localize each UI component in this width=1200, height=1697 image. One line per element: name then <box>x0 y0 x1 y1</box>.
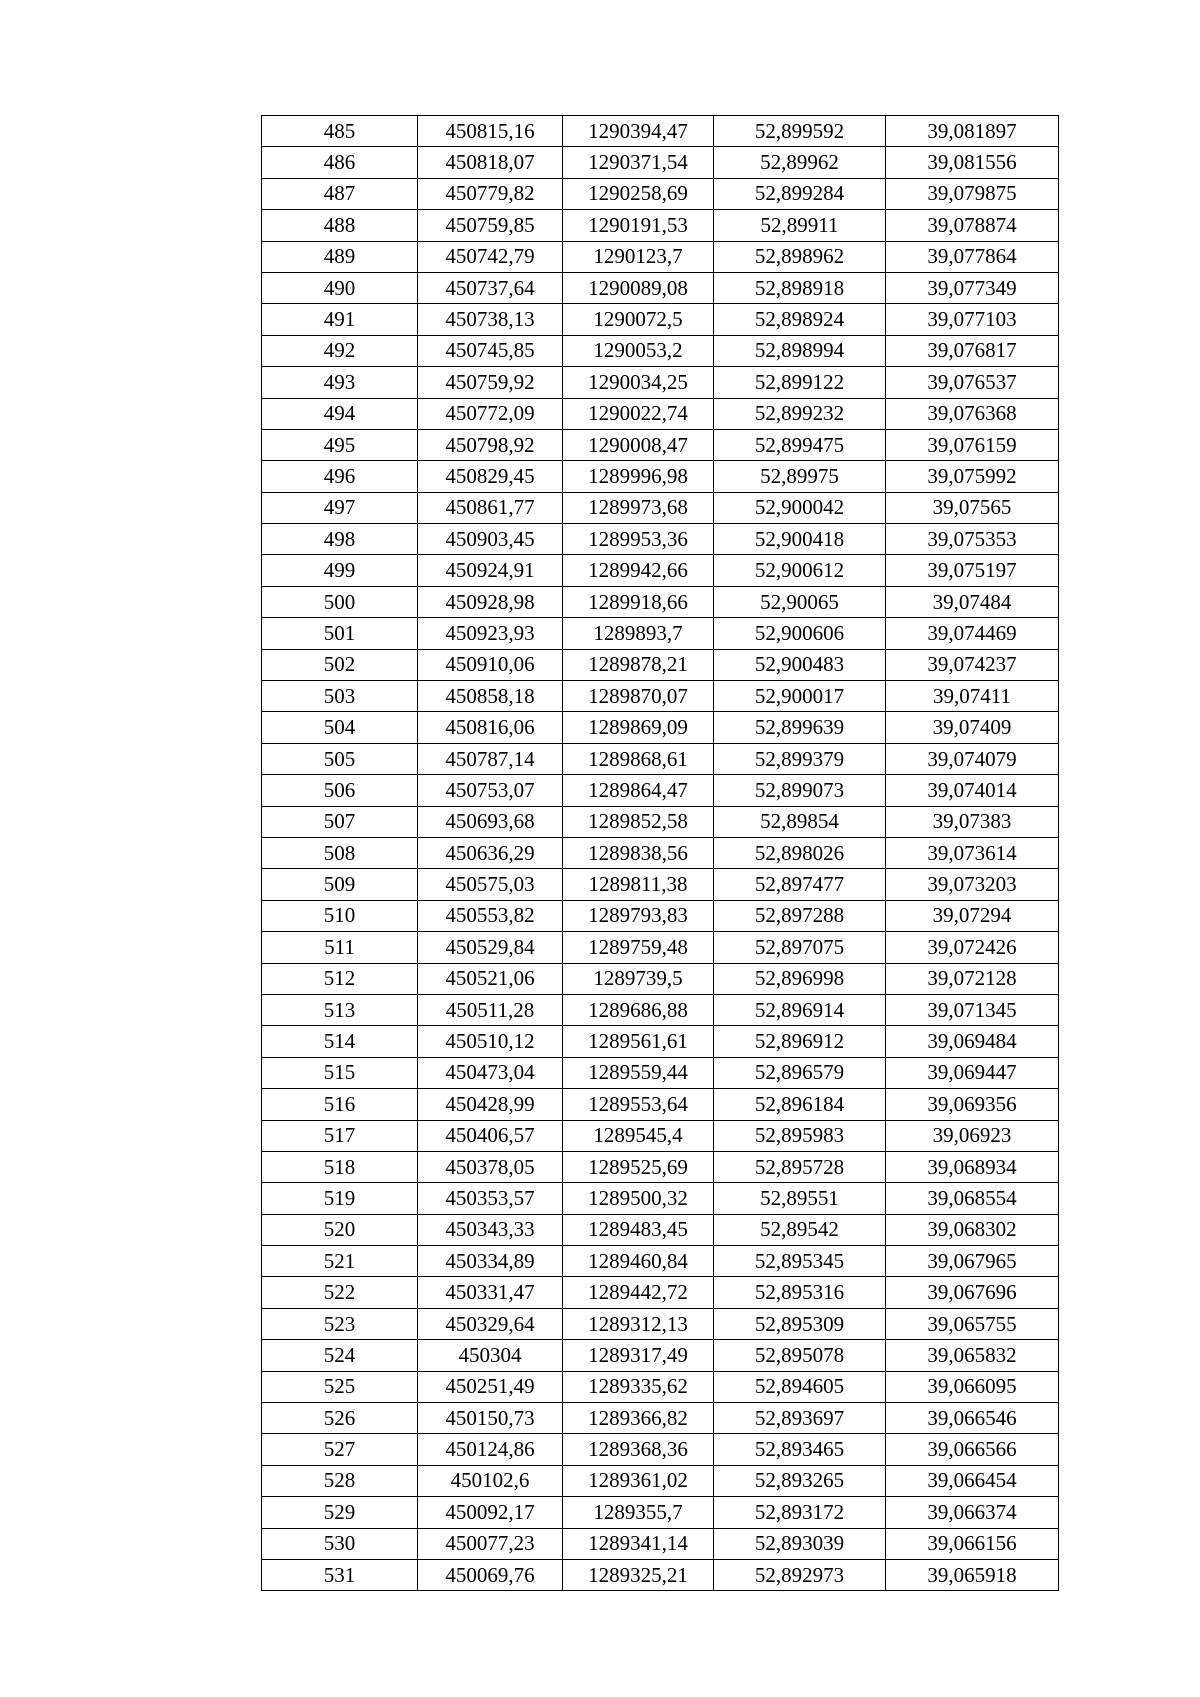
latitude-cell: 52,898026 <box>714 837 886 868</box>
table-row <box>262 1528 1059 1559</box>
latitude-cell: 52,895078 <box>714 1340 886 1371</box>
x-coordinate-cell: 450077,23 <box>418 1528 563 1559</box>
point-number-cell: 493 <box>262 367 418 398</box>
x-coordinate-cell: 450829,45 <box>418 461 563 492</box>
longitude-cell: 39,068554 <box>886 1183 1059 1214</box>
point-number-cell: 489 <box>262 241 418 272</box>
longitude-cell: 39,074079 <box>886 743 1059 774</box>
y-coordinate-cell: 1290034,25 <box>563 367 714 398</box>
table-row <box>262 1559 1059 1590</box>
y-coordinate-cell: 1289335,62 <box>563 1371 714 1402</box>
table-row <box>262 1026 1059 1057</box>
point-number-cell: 514 <box>262 1026 418 1057</box>
longitude-cell: 39,07411 <box>886 681 1059 712</box>
table-row <box>262 1089 1059 1120</box>
latitude-cell: 52,900612 <box>714 555 886 586</box>
x-coordinate-cell: 450779,82 <box>418 178 563 209</box>
longitude-cell: 39,066454 <box>886 1465 1059 1496</box>
longitude-cell: 39,073203 <box>886 869 1059 900</box>
y-coordinate-cell: 1289852,58 <box>563 806 714 837</box>
point-number-cell: 496 <box>262 461 418 492</box>
table-row <box>262 1371 1059 1402</box>
x-coordinate-cell: 450923,93 <box>418 618 563 649</box>
point-number-cell: 499 <box>262 555 418 586</box>
longitude-cell: 39,066156 <box>886 1528 1059 1559</box>
point-number-cell: 518 <box>262 1151 418 1182</box>
latitude-cell: 52,898918 <box>714 272 886 303</box>
x-coordinate-cell: 450737,64 <box>418 272 563 303</box>
longitude-cell: 39,074469 <box>886 618 1059 649</box>
longitude-cell: 39,065832 <box>886 1340 1059 1371</box>
table-row <box>262 178 1059 209</box>
y-coordinate-cell: 1289793,83 <box>563 900 714 931</box>
latitude-cell: 52,89551 <box>714 1183 886 1214</box>
y-coordinate-cell: 1289483,45 <box>563 1214 714 1245</box>
table-row <box>262 335 1059 366</box>
x-coordinate-cell: 450553,82 <box>418 900 563 931</box>
point-number-cell: 519 <box>262 1183 418 1214</box>
point-number-cell: 495 <box>262 429 418 460</box>
point-number-cell: 527 <box>262 1434 418 1465</box>
point-number-cell: 490 <box>262 272 418 303</box>
point-number-cell: 515 <box>262 1057 418 1088</box>
point-number-cell: 494 <box>262 398 418 429</box>
latitude-cell: 52,900017 <box>714 681 886 712</box>
table-row <box>262 1214 1059 1245</box>
latitude-cell: 52,900483 <box>714 649 886 680</box>
y-coordinate-cell: 1289870,07 <box>563 681 714 712</box>
table-row <box>262 1183 1059 1214</box>
latitude-cell: 52,896184 <box>714 1089 886 1120</box>
x-coordinate-cell: 450910,06 <box>418 649 563 680</box>
y-coordinate-cell: 1289545,4 <box>563 1120 714 1151</box>
table-row <box>262 461 1059 492</box>
table-row <box>262 1246 1059 1277</box>
point-number-cell: 487 <box>262 178 418 209</box>
longitude-cell: 39,074237 <box>886 649 1059 680</box>
x-coordinate-cell: 450102,6 <box>418 1465 563 1496</box>
latitude-cell: 52,89962 <box>714 147 886 178</box>
latitude-cell: 52,899232 <box>714 398 886 429</box>
y-coordinate-cell: 1290053,2 <box>563 335 714 366</box>
longitude-cell: 39,066374 <box>886 1497 1059 1528</box>
point-number-cell: 521 <box>262 1246 418 1277</box>
x-coordinate-cell: 450334,89 <box>418 1246 563 1277</box>
y-coordinate-cell: 1289368,36 <box>563 1434 714 1465</box>
y-coordinate-cell: 1289317,49 <box>563 1340 714 1371</box>
longitude-cell: 39,072128 <box>886 963 1059 994</box>
point-number-cell: 500 <box>262 586 418 617</box>
coordinates-table-body <box>262 116 1059 1591</box>
longitude-cell: 39,071345 <box>886 994 1059 1025</box>
point-number-cell: 486 <box>262 147 418 178</box>
latitude-cell: 52,893039 <box>714 1528 886 1559</box>
longitude-cell: 39,07409 <box>886 712 1059 743</box>
latitude-cell: 52,897477 <box>714 869 886 900</box>
table-row <box>262 1340 1059 1371</box>
latitude-cell: 52,895316 <box>714 1277 886 1308</box>
y-coordinate-cell: 1289893,7 <box>563 618 714 649</box>
x-coordinate-cell: 450353,57 <box>418 1183 563 1214</box>
longitude-cell: 39,076817 <box>886 335 1059 366</box>
point-number-cell: 497 <box>262 492 418 523</box>
point-number-cell: 524 <box>262 1340 418 1371</box>
y-coordinate-cell: 1289918,66 <box>563 586 714 617</box>
longitude-cell: 39,068302 <box>886 1214 1059 1245</box>
y-coordinate-cell: 1290123,7 <box>563 241 714 272</box>
point-number-cell: 531 <box>262 1559 418 1590</box>
latitude-cell: 52,89975 <box>714 461 886 492</box>
point-number-cell: 491 <box>262 304 418 335</box>
longitude-cell: 39,073614 <box>886 837 1059 868</box>
longitude-cell: 39,077103 <box>886 304 1059 335</box>
x-coordinate-cell: 450693,68 <box>418 806 563 837</box>
longitude-cell: 39,076368 <box>886 398 1059 429</box>
table-row <box>262 1308 1059 1339</box>
y-coordinate-cell: 1289759,48 <box>563 932 714 963</box>
longitude-cell: 39,07565 <box>886 492 1059 523</box>
coordinates-table <box>261 115 1059 1591</box>
table-row <box>262 775 1059 806</box>
y-coordinate-cell: 1289868,61 <box>563 743 714 774</box>
latitude-cell: 52,893465 <box>714 1434 886 1465</box>
point-number-cell: 498 <box>262 524 418 555</box>
table-row <box>262 806 1059 837</box>
latitude-cell: 52,89911 <box>714 210 886 241</box>
longitude-cell: 39,081897 <box>886 116 1059 147</box>
point-number-cell: 505 <box>262 743 418 774</box>
table-row <box>262 1277 1059 1308</box>
point-number-cell: 525 <box>262 1371 418 1402</box>
latitude-cell: 52,895983 <box>714 1120 886 1151</box>
y-coordinate-cell: 1290258,69 <box>563 178 714 209</box>
table-row <box>262 524 1059 555</box>
y-coordinate-cell: 1290072,5 <box>563 304 714 335</box>
point-number-cell: 502 <box>262 649 418 680</box>
y-coordinate-cell: 1289739,5 <box>563 963 714 994</box>
y-coordinate-cell: 1289325,21 <box>563 1559 714 1590</box>
longitude-cell: 39,075992 <box>886 461 1059 492</box>
table-row <box>262 304 1059 335</box>
x-coordinate-cell: 450759,85 <box>418 210 563 241</box>
y-coordinate-cell: 1289942,66 <box>563 555 714 586</box>
longitude-cell: 39,065755 <box>886 1308 1059 1339</box>
table-row <box>262 272 1059 303</box>
point-number-cell: 504 <box>262 712 418 743</box>
x-coordinate-cell: 450759,92 <box>418 367 563 398</box>
longitude-cell: 39,081556 <box>886 147 1059 178</box>
latitude-cell: 52,899284 <box>714 178 886 209</box>
table-row <box>262 900 1059 931</box>
longitude-cell: 39,076537 <box>886 367 1059 398</box>
point-number-cell: 528 <box>262 1465 418 1496</box>
x-coordinate-cell: 450304 <box>418 1340 563 1371</box>
y-coordinate-cell: 1290394,47 <box>563 116 714 147</box>
y-coordinate-cell: 1289355,7 <box>563 1497 714 1528</box>
latitude-cell: 52,897288 <box>714 900 886 931</box>
table-row <box>262 116 1059 147</box>
point-number-cell: 516 <box>262 1089 418 1120</box>
point-number-cell: 523 <box>262 1308 418 1339</box>
longitude-cell: 39,065918 <box>886 1559 1059 1590</box>
table-row <box>262 649 1059 680</box>
longitude-cell: 39,066546 <box>886 1403 1059 1434</box>
point-number-cell: 522 <box>262 1277 418 1308</box>
y-coordinate-cell: 1290089,08 <box>563 272 714 303</box>
y-coordinate-cell: 1289561,61 <box>563 1026 714 1057</box>
longitude-cell: 39,076159 <box>886 429 1059 460</box>
point-number-cell: 507 <box>262 806 418 837</box>
table-row <box>262 1497 1059 1528</box>
longitude-cell: 39,079875 <box>886 178 1059 209</box>
x-coordinate-cell: 450903,45 <box>418 524 563 555</box>
longitude-cell: 39,077349 <box>886 272 1059 303</box>
latitude-cell: 52,895345 <box>714 1246 886 1277</box>
x-coordinate-cell: 450816,06 <box>418 712 563 743</box>
x-coordinate-cell: 450069,76 <box>418 1559 563 1590</box>
x-coordinate-cell: 450636,29 <box>418 837 563 868</box>
point-number-cell: 485 <box>262 116 418 147</box>
latitude-cell: 52,893697 <box>714 1403 886 1434</box>
y-coordinate-cell: 1289442,72 <box>563 1277 714 1308</box>
latitude-cell: 52,896579 <box>714 1057 886 1088</box>
x-coordinate-cell: 450861,77 <box>418 492 563 523</box>
latitude-cell: 52,896912 <box>714 1026 886 1057</box>
y-coordinate-cell: 1289953,36 <box>563 524 714 555</box>
x-coordinate-cell: 450378,05 <box>418 1151 563 1182</box>
table-row <box>262 869 1059 900</box>
y-coordinate-cell: 1289460,84 <box>563 1246 714 1277</box>
y-coordinate-cell: 1290191,53 <box>563 210 714 241</box>
table-row <box>262 1057 1059 1088</box>
x-coordinate-cell: 450473,04 <box>418 1057 563 1088</box>
longitude-cell: 39,069484 <box>886 1026 1059 1057</box>
x-coordinate-cell: 450511,28 <box>418 994 563 1025</box>
longitude-cell: 39,068934 <box>886 1151 1059 1182</box>
y-coordinate-cell: 1289878,21 <box>563 649 714 680</box>
y-coordinate-cell: 1290022,74 <box>563 398 714 429</box>
x-coordinate-cell: 450818,07 <box>418 147 563 178</box>
point-number-cell: 501 <box>262 618 418 649</box>
latitude-cell: 52,896914 <box>714 994 886 1025</box>
point-number-cell: 511 <box>262 932 418 963</box>
latitude-cell: 52,900606 <box>714 618 886 649</box>
table-row <box>262 743 1059 774</box>
longitude-cell: 39,075197 <box>886 555 1059 586</box>
y-coordinate-cell: 1289838,56 <box>563 837 714 868</box>
point-number-cell: 530 <box>262 1528 418 1559</box>
y-coordinate-cell: 1289500,32 <box>563 1183 714 1214</box>
y-coordinate-cell: 1289869,09 <box>563 712 714 743</box>
latitude-cell: 52,893172 <box>714 1497 886 1528</box>
latitude-cell: 52,899122 <box>714 367 886 398</box>
x-coordinate-cell: 450787,14 <box>418 743 563 774</box>
x-coordinate-cell: 450798,92 <box>418 429 563 460</box>
y-coordinate-cell: 1290008,47 <box>563 429 714 460</box>
latitude-cell: 52,900042 <box>714 492 886 523</box>
x-coordinate-cell: 450329,64 <box>418 1308 563 1339</box>
x-coordinate-cell: 450742,79 <box>418 241 563 272</box>
longitude-cell: 39,069447 <box>886 1057 1059 1088</box>
x-coordinate-cell: 450343,33 <box>418 1214 563 1245</box>
point-number-cell: 509 <box>262 869 418 900</box>
latitude-cell: 52,898962 <box>714 241 886 272</box>
latitude-cell: 52,899475 <box>714 429 886 460</box>
longitude-cell: 39,077864 <box>886 241 1059 272</box>
latitude-cell: 52,896998 <box>714 963 886 994</box>
table-row <box>262 429 1059 460</box>
longitude-cell: 39,078874 <box>886 210 1059 241</box>
x-coordinate-cell: 450858,18 <box>418 681 563 712</box>
x-coordinate-cell: 450251,49 <box>418 1371 563 1402</box>
table-row <box>262 963 1059 994</box>
x-coordinate-cell: 450575,03 <box>418 869 563 900</box>
table-row <box>262 1465 1059 1496</box>
y-coordinate-cell: 1290371,54 <box>563 147 714 178</box>
point-number-cell: 492 <box>262 335 418 366</box>
longitude-cell: 39,069356 <box>886 1089 1059 1120</box>
longitude-cell: 39,072426 <box>886 932 1059 963</box>
x-coordinate-cell: 450924,91 <box>418 555 563 586</box>
table-row <box>262 994 1059 1025</box>
y-coordinate-cell: 1289973,68 <box>563 492 714 523</box>
longitude-cell: 39,074014 <box>886 775 1059 806</box>
x-coordinate-cell: 450092,17 <box>418 1497 563 1528</box>
y-coordinate-cell: 1289559,44 <box>563 1057 714 1088</box>
y-coordinate-cell: 1289525,69 <box>563 1151 714 1182</box>
table-row <box>262 837 1059 868</box>
latitude-cell: 52,892973 <box>714 1559 886 1590</box>
latitude-cell: 52,899073 <box>714 775 886 806</box>
point-number-cell: 510 <box>262 900 418 931</box>
longitude-cell: 39,067696 <box>886 1277 1059 1308</box>
latitude-cell: 52,90065 <box>714 586 886 617</box>
table-row <box>262 398 1059 429</box>
x-coordinate-cell: 450738,13 <box>418 304 563 335</box>
table-row <box>262 681 1059 712</box>
x-coordinate-cell: 450753,07 <box>418 775 563 806</box>
x-coordinate-cell: 450529,84 <box>418 932 563 963</box>
x-coordinate-cell: 450150,73 <box>418 1403 563 1434</box>
table-row <box>262 1120 1059 1151</box>
table-row <box>262 367 1059 398</box>
latitude-cell: 52,900418 <box>714 524 886 555</box>
point-number-cell: 517 <box>262 1120 418 1151</box>
x-coordinate-cell: 450928,98 <box>418 586 563 617</box>
table-row <box>262 932 1059 963</box>
table-row <box>262 712 1059 743</box>
x-coordinate-cell: 450428,99 <box>418 1089 563 1120</box>
table-row <box>262 492 1059 523</box>
longitude-cell: 39,06923 <box>886 1120 1059 1151</box>
latitude-cell: 52,893265 <box>714 1465 886 1496</box>
y-coordinate-cell: 1289366,82 <box>563 1403 714 1434</box>
table-row <box>262 555 1059 586</box>
latitude-cell: 52,899379 <box>714 743 886 774</box>
longitude-cell: 39,07294 <box>886 900 1059 931</box>
y-coordinate-cell: 1289341,14 <box>563 1528 714 1559</box>
table-row <box>262 618 1059 649</box>
y-coordinate-cell: 1289312,13 <box>563 1308 714 1339</box>
point-number-cell: 503 <box>262 681 418 712</box>
point-number-cell: 526 <box>262 1403 418 1434</box>
y-coordinate-cell: 1289553,64 <box>563 1089 714 1120</box>
x-coordinate-cell: 450815,16 <box>418 116 563 147</box>
latitude-cell: 52,897075 <box>714 932 886 963</box>
longitude-cell: 39,067965 <box>886 1246 1059 1277</box>
y-coordinate-cell: 1289864,47 <box>563 775 714 806</box>
y-coordinate-cell: 1289686,88 <box>563 994 714 1025</box>
latitude-cell: 52,895309 <box>714 1308 886 1339</box>
latitude-cell: 52,899592 <box>714 116 886 147</box>
y-coordinate-cell: 1289361,02 <box>563 1465 714 1496</box>
latitude-cell: 52,89542 <box>714 1214 886 1245</box>
x-coordinate-cell: 450745,85 <box>418 335 563 366</box>
latitude-cell: 52,89854 <box>714 806 886 837</box>
table-row <box>262 1434 1059 1465</box>
point-number-cell: 512 <box>262 963 418 994</box>
y-coordinate-cell: 1289996,98 <box>563 461 714 492</box>
x-coordinate-cell: 450124,86 <box>418 1434 563 1465</box>
point-number-cell: 508 <box>262 837 418 868</box>
x-coordinate-cell: 450331,47 <box>418 1277 563 1308</box>
latitude-cell: 52,894605 <box>714 1371 886 1402</box>
table-row <box>262 1403 1059 1434</box>
table-row <box>262 147 1059 178</box>
x-coordinate-cell: 450772,09 <box>418 398 563 429</box>
longitude-cell: 39,066566 <box>886 1434 1059 1465</box>
latitude-cell: 52,895728 <box>714 1151 886 1182</box>
longitude-cell: 39,07383 <box>886 806 1059 837</box>
x-coordinate-cell: 450521,06 <box>418 963 563 994</box>
longitude-cell: 39,075353 <box>886 524 1059 555</box>
point-number-cell: 513 <box>262 994 418 1025</box>
table-row <box>262 1151 1059 1182</box>
latitude-cell: 52,899639 <box>714 712 886 743</box>
x-coordinate-cell: 450406,57 <box>418 1120 563 1151</box>
latitude-cell: 52,898924 <box>714 304 886 335</box>
longitude-cell: 39,07484 <box>886 586 1059 617</box>
longitude-cell: 39,066095 <box>886 1371 1059 1402</box>
y-coordinate-cell: 1289811,38 <box>563 869 714 900</box>
point-number-cell: 529 <box>262 1497 418 1528</box>
point-number-cell: 520 <box>262 1214 418 1245</box>
table-row <box>262 586 1059 617</box>
x-coordinate-cell: 450510,12 <box>418 1026 563 1057</box>
point-number-cell: 506 <box>262 775 418 806</box>
latitude-cell: 52,898994 <box>714 335 886 366</box>
point-number-cell: 488 <box>262 210 418 241</box>
table-row <box>262 210 1059 241</box>
table-row <box>262 241 1059 272</box>
